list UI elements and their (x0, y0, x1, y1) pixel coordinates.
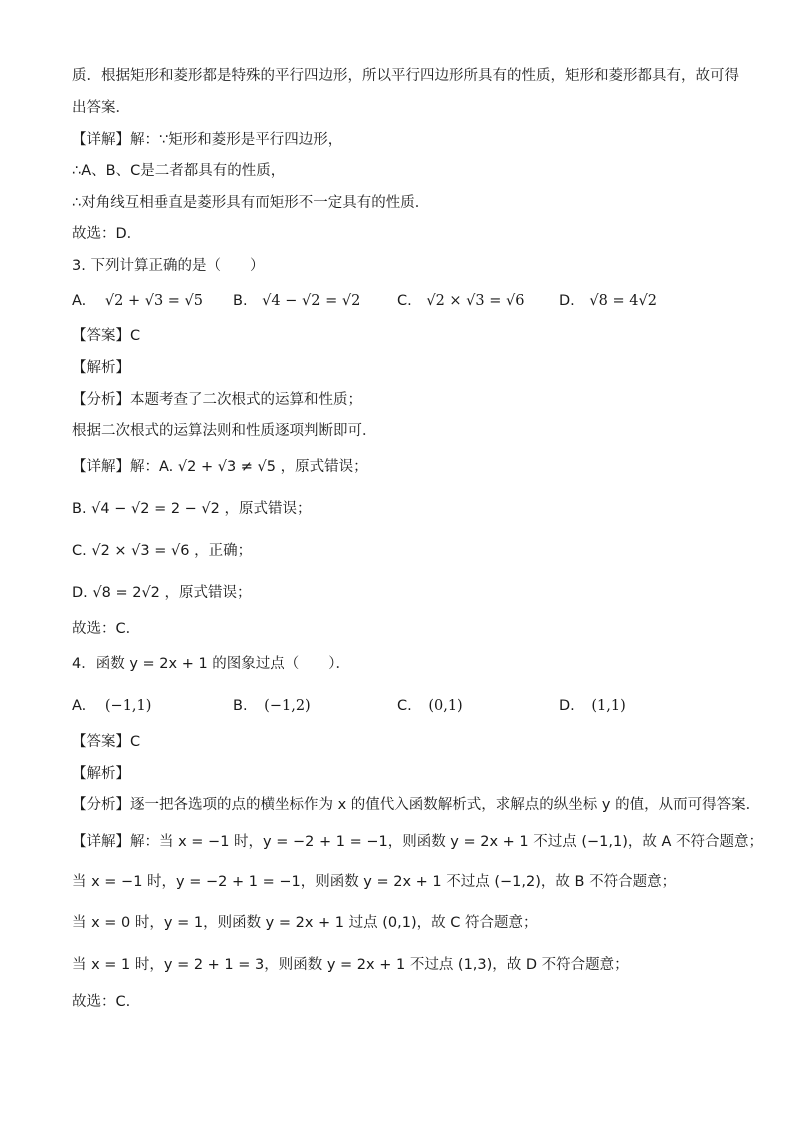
q4-analysis-tag: 【解析】 (72, 766, 130, 782)
q3-analysis-line-2: 根据二次根式的运算法则和性质逐项判断即可． (72, 423, 377, 439)
option-expression: √2 + √3 = √5 (104, 293, 204, 309)
option-label: C. (397, 698, 412, 714)
q3-detail-a: 【详解】解：A. √2 + √3 ≠ √5 ，原式错误； (72, 459, 368, 475)
q4-stem: 4．函数 y = 2x + 1 的图象过点（ ）． (72, 656, 351, 672)
q3-detail-b: B. √4 − √2 = 2 − √2 ，原式错误； (72, 501, 312, 517)
q3-detail-c: C. √2 × √3 = √6 ，正确； (72, 543, 253, 559)
option-label: A. (72, 293, 87, 309)
q4-option-d (559, 696, 626, 716)
option-label: A. (72, 698, 87, 714)
q4-detail-2: 当 x = −1 时，y = −2 + 1 = −1，则函数 y = 2x + 1 不过点 (−1,2)，故 B 不符合题意； (72, 874, 677, 890)
q2-detail-line-4: 故选：D． (72, 226, 142, 242)
q4-option-b (233, 696, 311, 716)
q3-option-c (397, 291, 524, 311)
q4-option-a (72, 696, 151, 716)
q4-detail-4: 当 x = 1 时，y = 2 + 1 = 3，则函数 y = 2x + 1 不过点 (1,3)，故 D 不符合题意； (72, 957, 629, 973)
q3-answer: 【答案】C (72, 328, 141, 344)
q2-detail-line-3: ∴对角线互相垂直是菱形具有而矩形不一定具有的性质． (72, 195, 430, 211)
option-expression: (1,1) (591, 698, 626, 714)
option-label: C. (397, 293, 412, 309)
q4-detail-3: 当 x = 0 时，y = 1，则函数 y = 2x + 1 过点 (0,1)，故 C 符合题意； (72, 915, 538, 931)
option-expression: (−1,2) (264, 698, 311, 714)
option-label: B. (233, 293, 248, 309)
q3-analysis-line-1: 【分析】本题考查了二次根式的运算和性质； (72, 392, 362, 408)
option-expression: √8 = 4√2 (589, 293, 657, 309)
intro-line-2: 出答案． (72, 100, 130, 116)
q4-analysis: 【分析】逐一把各选项的点的横坐标作为 x 的值代入函数解析式，求解点的纵坐标 y 的值，从而可得答案． (72, 797, 761, 813)
q3-choose: 故选：C． (72, 621, 141, 637)
q3-detail-d: D. √8 = 2√2 ，原式错误； (72, 585, 252, 601)
option-label: D. (559, 293, 575, 309)
q2-detail-line-1: 【详解】解：∵矩形和菱形是平行四边形， (72, 132, 343, 148)
q4-choose: 故选：C. (72, 994, 131, 1010)
q3-option-a (72, 291, 203, 311)
q3-stem: 3. 下列计算正确的是（ ） (72, 258, 265, 274)
q4-option-c (397, 696, 463, 716)
option-label: D. (559, 698, 575, 714)
q3-option-d (559, 291, 657, 311)
q3-analysis-tag: 【解析】 (72, 360, 130, 376)
q4-detail-1: 【详解】解：当 x = −1 时，y = −2 + 1 = −1，则函数 y = 2x + 1 不过点 (−1,1)，故 A 不符合题意； (72, 834, 764, 850)
intro-line-1: 质．根据矩形和菱形都是特殊的平行四边形，所以平行四边形所具有的性质，矩形和菱形都具有，故可得 (72, 68, 739, 84)
option-expression: (0,1) (428, 698, 463, 714)
option-expression: √4 − √2 = √2 (262, 293, 361, 309)
q2-detail-line-2: ∴A、B、C是二者都具有的性质， (72, 163, 286, 179)
option-expression: (−1,1) (104, 698, 152, 714)
q3-option-b (233, 291, 360, 311)
q4-answer: 【答案】C (72, 734, 141, 750)
option-label: B. (233, 698, 248, 714)
option-expression: √2 × √3 = √6 (426, 293, 525, 309)
